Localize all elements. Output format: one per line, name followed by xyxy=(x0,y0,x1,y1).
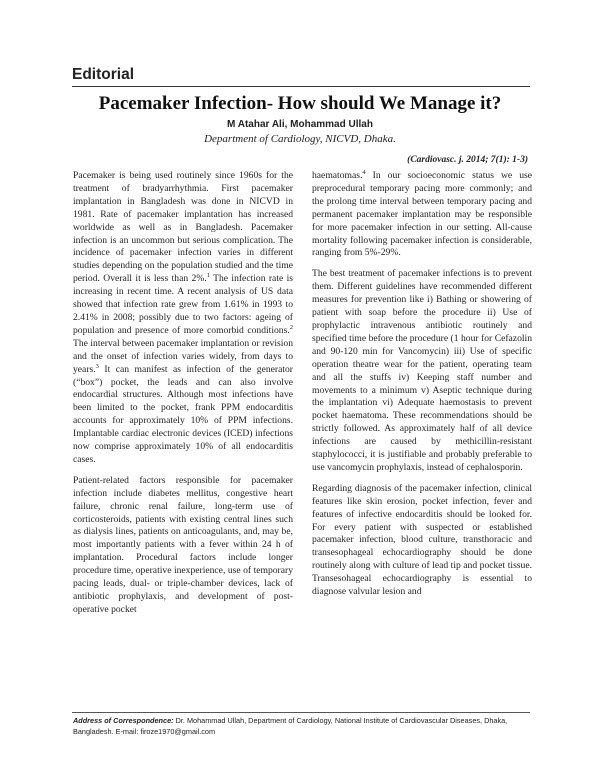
text-run: In our socioeconomic status we use preprocedural temporary pacing more commonly; and the prolong time interval between temporary pacing and permanent pacemaker implantation may be responsible for more pacemaker infection in our setting. All-cause mortality following pacemaker infection is considerable, ranging from 5%-29%. xyxy=(312,170,532,259)
header-rule xyxy=(72,86,530,87)
paragraph: Regarding diagnosis of the pacemaker infection, clinical features like skin erosion, pocket infection, fever and features of infective endocarditis should be looked for. For every patient with suspected or established pacemaker infection, blood culture, transthoracic and transesophageal echocardiography should be done routinely along with culture of lead tip and pocket tissue. Transesohageal echocardiography is essential to diagnose valvular lesion and xyxy=(312,482,532,598)
paragraph: The best treatment of pacemaker infections is to prevent them. Different guidelines have recommended different measures for prevention like i) Bathing or showering of patient with soap before the procedure ii) Use of prophylactic intravenous antibiotic routinely and specified time before the procedure (1 hour for Cefazolin and 90-120 min for Vancomycin) iii) Use of specific operation theatre wear for the patient, operating team and all the stuffs iv) Keeping staff number and movements to a minimum v) Aseptic technique during the implantation vi) Adequate haemostasis to prevent pocket haematoma. These recommendations should be strictly followed. As approximately half of all device infections are caused by methicillin-resistant staphylococci, it is justifiable and probably preferable to use vancomycin prophylaxis, instead of cephalosporin. xyxy=(312,268,532,473)
paragraph xyxy=(73,170,293,467)
citation: (Cardiovasc. j. 2014; 7(1): 1-3) xyxy=(407,155,528,165)
footer-rule xyxy=(72,712,530,713)
footer-text: Dr. Mohammad Ullah, Department of Cardiology, National Institute of Cardiovascular Diseases, Dhaka, Bangladesh. E-mail: firoze1970@gmail.com xyxy=(73,716,508,736)
paragraph: Patient-related factors responsible for pacemaker infection include diabetes mellitus, congestive heart failure, chronic renal failure, long-term use of corticosteroids, patients with existing central lines such as dialysis lines, patients on anticoagulants, and, may be, most importantly patients with a fever within 24 h of implantation. Procedural factors include longer procedure time, operative inexperience, use of temporary pacing leads, dual- or triple-chamber devices, lack of antibiotic prophylaxis, and development of post-operative pocket xyxy=(73,474,293,615)
text-run: The interval between pacemaker implantation or revision and the onset of infection varies widely, from days to years. xyxy=(73,337,293,375)
reference-marker: 2 xyxy=(289,323,293,331)
paragraph xyxy=(312,170,532,260)
text-run: haematomas. xyxy=(312,170,363,181)
reference-marker: 3 xyxy=(95,362,99,370)
left-column xyxy=(73,170,293,625)
text-run: The infection rate is increasing in recent time. A recent analysis of US data showed that infection rate grew from 1.61% in 1993 to 2.41% in 2008; possibly due to two factors: ageing of population and presence of more comorbid conditions. xyxy=(73,273,294,336)
text-run: Pacemaker is being used routinely since 1960s for the treatment of bradyarrhythmia. First pacemaker implantation in Bangladesh was done in NICVD in 1981. Rate of pacemaker implantation has increased worldwide as well as in Bangladesh. Pacemaker infection is an uncommon but serious complication. The incidence of pacemaker infection varies in different studies depending on the population studied and the time period. Overall it is less than 2%. xyxy=(73,170,293,285)
affiliation: Department of Cardiology, NICVD, Dhaka. xyxy=(204,133,396,145)
reference-marker: 4 xyxy=(362,168,366,176)
right-column xyxy=(312,170,532,607)
text-run: It can manifest as infection of the generator (“box”) pocket, the leads and can also involve endocardial structures. Although most infections have been limited to the pocket, frank PPM endocarditis accounts for approximately 10% of PPM infections. Implantable cardiac electronic devices (ICED) infections now comprise approximately 10% of all endocarditis cases. xyxy=(73,363,293,465)
section-label: Editorial xyxy=(72,66,135,83)
correspondence-footer xyxy=(73,716,531,737)
footer-label: Address of Correspondence: xyxy=(73,716,174,725)
article-title: Pacemaker Infection- How should We Manage it? xyxy=(98,93,502,114)
reference-marker: 1 xyxy=(206,272,210,280)
authors: M Atahar Ali, Mohammad Ullah xyxy=(227,119,373,130)
